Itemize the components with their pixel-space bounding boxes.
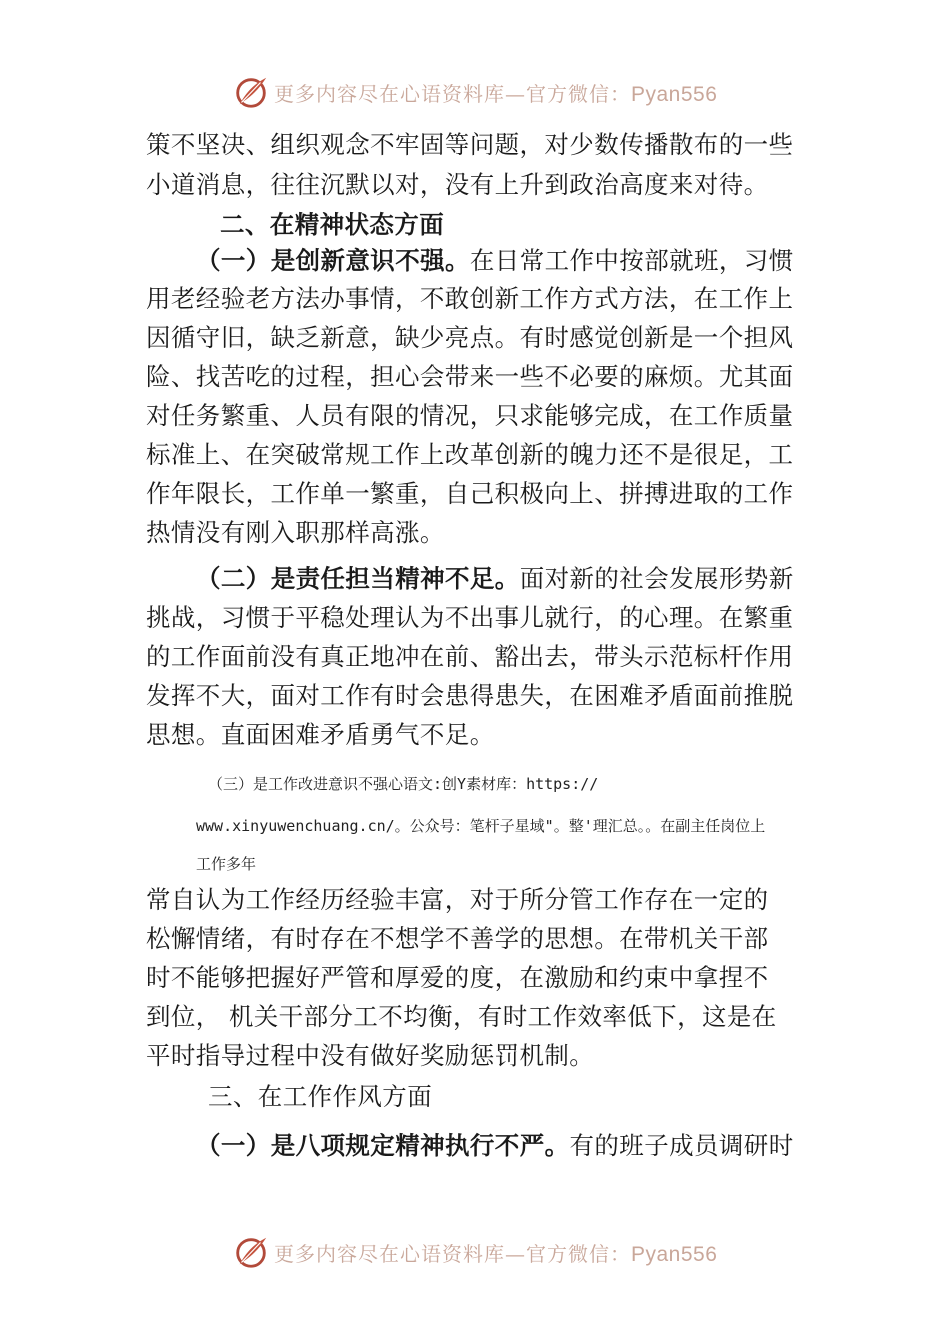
small-text-line: www.xinyuwenchuang.cn/。公众号：笔杆子星域"。整'理汇总。。在副主任岗位上 [196, 817, 766, 835]
body-line: 作年限长，工作单一繁重，自己积极向上、拼搏进取的工作 [146, 479, 794, 508]
body-line: 松懈情绪，有时存在不想学不善学的思想。在带机关干部 [146, 924, 769, 953]
body-line: 平时指导过程中没有做好奖励惩罚机制。 [146, 1041, 595, 1070]
section-heading: 二、在精神状态方面 [220, 210, 445, 239]
body-line: 的工作面前没有真正地冲在前、豁出去，带头示范标杆作用 [146, 642, 794, 671]
body-line: 对任务繁重、人员有限的情况，只求能够完成，在工作质量 [146, 401, 794, 430]
body-line: 发挥不大，面对工作有时会患得患失，在困难矛盾面前推脱 [146, 681, 794, 710]
body-line: 挑战，习惯于平稳处理认为不出事儿就行，的心理。在繁重 [146, 603, 794, 632]
feather-logo-icon [232, 73, 270, 111]
watermark-header [232, 72, 717, 112]
body-line: 时不能够把握好严管和厚爱的度，在激励和约束中拿捏不 [146, 963, 769, 992]
body-line: 常自认为工作经历经验丰富，对于所分管工作存在一定的 [146, 885, 769, 914]
section-heading: 三、在工作作风方面 [208, 1082, 433, 1111]
watermark-text: 更多内容尽在心语资料库—官方微信：Pyan556 [274, 1241, 718, 1266]
item-first-line: （一）是八项规定精神执行不严。有的班子成员调研时 [196, 1131, 794, 1160]
item-title: （二）是责任担当精神不足。 [196, 564, 520, 593]
body-line: 到位， 机关干部分工不均衡，有时工作效率低下，这是在 [146, 1002, 777, 1031]
item-title: （一）是创新意识不强。 [196, 246, 470, 275]
body-line: 险、找苦吃的过程，担心会带来一些不必要的麻烦。尤其面 [146, 362, 794, 391]
item-first-line: （二）是责任担当精神不足。面对新的社会发展形势新 [196, 564, 794, 593]
body-line: 热情没有刚入职那样高涨。 [146, 518, 445, 547]
small-text-line: 工作多年 [196, 855, 257, 873]
watermark-text: 更多内容尽在心语资料库—官方微信：Pyan556 [274, 81, 718, 106]
body-line: 策不坚决、组织观念不牢固等问题，对少数传播散布的一些 [146, 130, 794, 159]
body-line: 小道消息，往往沉默以对，没有上升到政治高度来对待。 [146, 170, 769, 199]
small-text-line: （三）是工作改进意识不强心语文:创Y素材库：https:// [208, 775, 599, 793]
body-line: 标准上、在突破常规工作上改革创新的魄力还不是很足，工 [146, 440, 794, 469]
body-line: 思想。直面困难矛盾勇气不足。 [146, 720, 495, 749]
feather-logo-icon [232, 1233, 270, 1271]
item-title: （一）是八项规定精神执行不严。 [196, 1131, 570, 1160]
item-first-line: （一）是创新意识不强。在日常工作中按部就班，习惯 [196, 246, 794, 275]
watermark-footer [232, 1232, 717, 1272]
body-line: 因循守旧，缺乏新意，缺少亮点。有时感觉创新是一个担风 [146, 323, 794, 352]
body-line: 用老经验老方法办事情，不敢创新工作方式方法，在工作上 [146, 284, 794, 313]
